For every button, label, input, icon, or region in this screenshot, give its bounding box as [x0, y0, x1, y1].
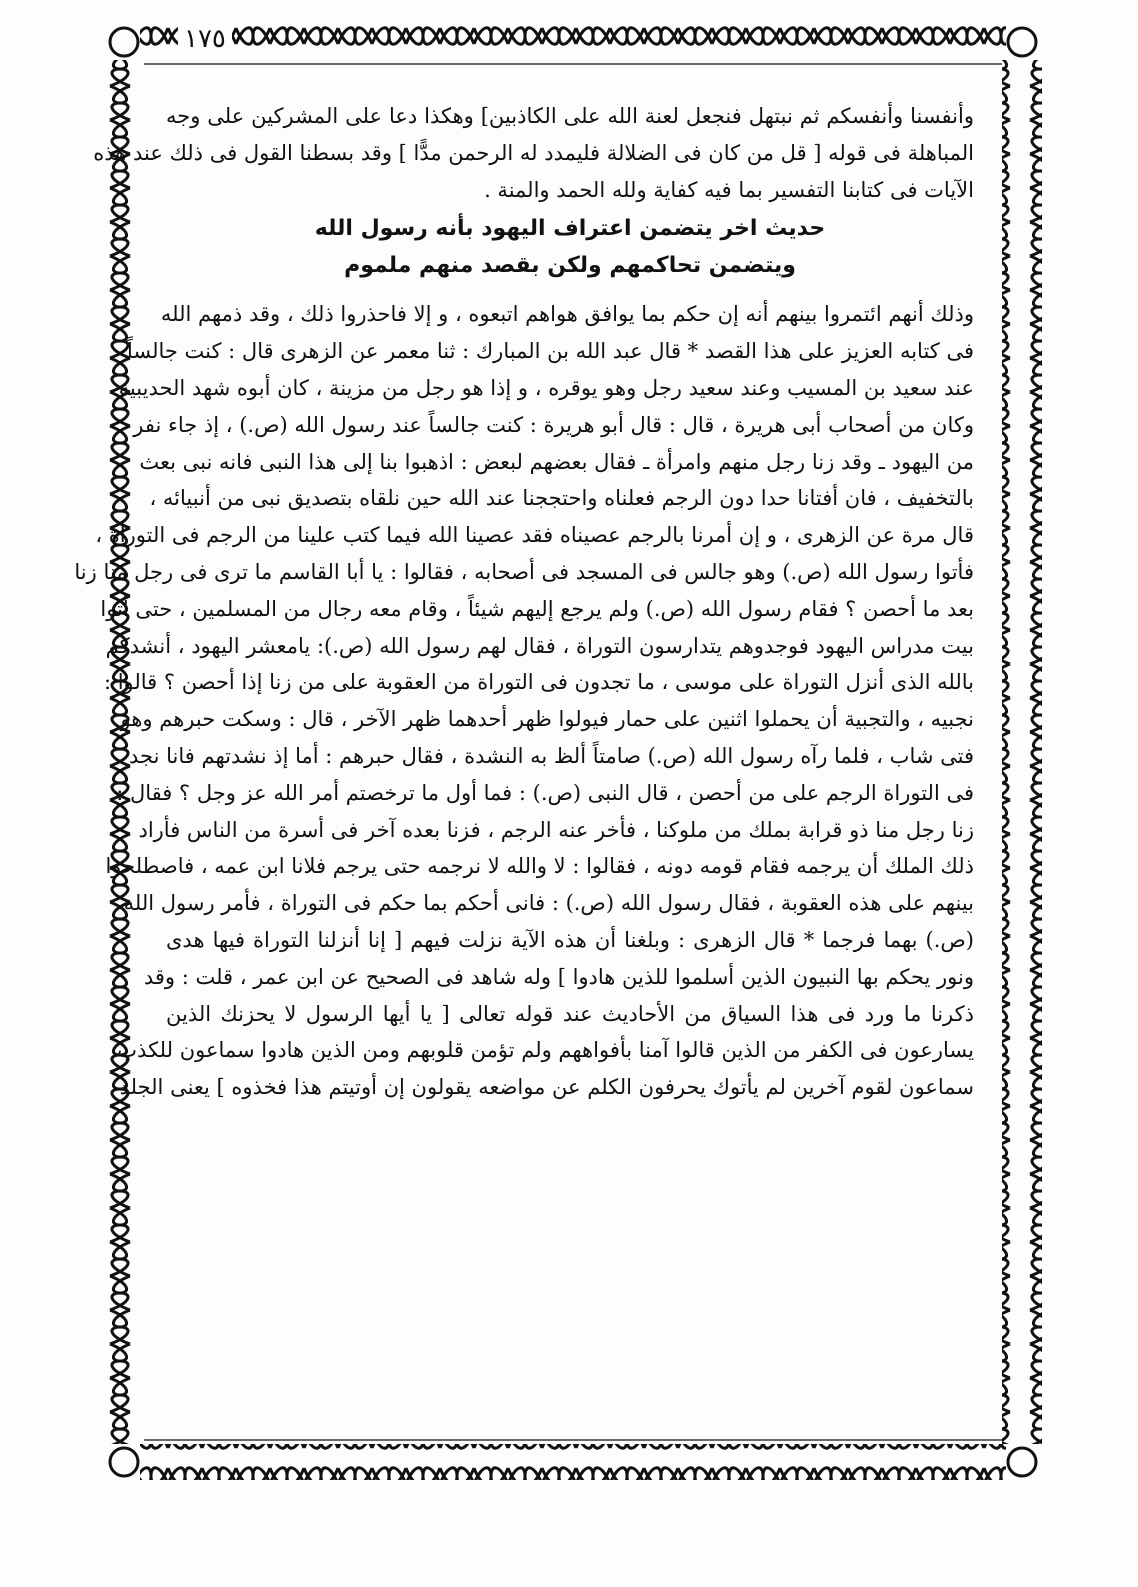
body-line: بيت مدراس اليهود فوجدوهم يتدارسون التوراة ، فقال لهم رسول الله (ص.): يامعشر اليهود ، أنشدكم [105, 633, 974, 658]
section-heading-line-1: حديث اخر يتضمن اعتراف اليهود بأنه رسول الله [314, 216, 826, 242]
intro-line: وأنفسنا وأنفسكم ثم نبتهل فنجعل لعنة الله على الكاذبين] وهكذا دعا على المشركين على وجه [166, 104, 974, 128]
body-line: بعد ما أحصن ؟ فقام رسول الله (ص.) ولم يرجع إليهم شيئاً ، وقام معه رجال من المسلمين ، حتى أتوا [100, 596, 974, 621]
body-line: من اليهود ـ وقد زنا رجل منهم وامرأة ـ فقال بعضهم لبعض : اذهبوا بنا إلى هذا النبى فانه نبى بعث [139, 449, 974, 474]
body-line: عند سعيد بن المسيب وعند سعيد رجل وهو يوقره ، و إذا هو رجل من مزينة ، كان أبوه شهد الحديبية [118, 375, 974, 400]
body-line: يسارعون فى الكفر من الذين قالوا آمنا بأفواههم ولم تؤمن قلوبهم ومن الذين هادوا سماعون للكذب [117, 1038, 974, 1063]
body-line: وكان من أصحاب أبى هريرة ، قال : قال أبو هريرة : كنت جالساً عند رسول الله (ص.) ، إذ جاء نفر [133, 412, 974, 437]
body-line: قال مرة عن الزهرى ، و إن أمرنا بالرجم عصيناه فقد عصينا الله فيما كتب علينا من الرجم فى التوراة ، [95, 523, 974, 548]
body-line: ذكرنا ما ورد فى هذا السياق من الأحاديث عند قوله تعالى [ يا أيها الرسول لا يحزنك الذين [166, 1001, 974, 1026]
body-line: فأتوا رسول الله (ص.) وهو جالس فى المسجد فى أصحابه ، فقالوا : يا أبا القاسم ما ترى فى رجل منا زنا [74, 559, 974, 584]
body-line: فتى شاب ، فلما رآه رسول الله (ص.) صامتاً ألظ به النشدة ، فقال حبرهم : أما إذ نشدتهم فانا نجد [129, 743, 974, 768]
body-line: بالتخفيف ، فان أفتانا حدا دون الرجم فعلناه واحتججنا عند الله حين نلقاه بتصديق نبى من أنبيائه ، [149, 486, 974, 511]
page-text [74, 98, 974, 1106]
intro-line: الآيات فى كتابنا التفسير بما فيه كفاية ولله الحمد والمنة . [484, 177, 974, 202]
section-heading-line-2: ويتضمن تحاكمهم ولكن بقصد منهم ملموم [344, 253, 796, 279]
body-line: بالله الذى أنزل التوراة على موسى ، ما تجدون فى التوراة من العقوبة على من زنا إذا أحصن ؟ قالوا : [103, 670, 974, 695]
body-line: سماعون لقوم آخرين لم يأتوك يحرفون الكلم عن مواضعه يقولون إن أوتيتم هذا فخذوه ] يعنى الجلد [119, 1075, 974, 1100]
body-line: نجبيه ، والتجبية أن يحملوا اثنين على حمار فيولوا ظهر أحدهما ظهر الآخر ، قال : وسكت حبرهم وهو [120, 707, 974, 732]
body-line: زنا رجل منا ذو قرابة بملك من ملوكنا ، فأخر عنه الرجم ، فزنا بعده آخر فى أسرة من الناس فأراد [138, 817, 974, 842]
body-line: فى التوراة الرجم على من أحصن ، قال النبى (ص.) : فما أول ما ترخصتم أمر الله عز وجل ؟ فقال : [116, 780, 974, 805]
body-line: فى كتابه العزيز على هذا القصد * قال عبد الله بن المبارك : ثنا معمر عن الزهرى قال : كنت جالساً [126, 339, 974, 364]
body-line: بينهم على هذه العقوبة ، فقال رسول الله (ص.) : فانى أحكم بما حكم فى التوراة ، فأمر رسول الله [123, 891, 974, 916]
intro-line: المباهلة فى قوله [ قل من كان فى الضلالة فليمدد له الرحمن مدًّا ] وقد بسطنا القول فى ذلك عند هذه [93, 140, 974, 165]
body-line: ونور يحكم بها النبيون الذين أسلموا للذين هادوا ] وله شاهد فى الصحيح عن ابن عمر ، قلت : وقد [143, 964, 974, 989]
page-number: ١٧٥ [178, 24, 232, 54]
body-line: وذلك أنهم ائتمروا بينهم أنه إن حكم بما يوافق هواهم اتبعوه ، و إلا فاحذروا ذلك ، وقد ذمهم الله [160, 302, 974, 327]
body-line: (ص.) بهما فرجما * قال الزهرى : وبلغنا أن هذه الآية نزلت فيهم [ إنا أنزلنا التوراة فيها هدى [166, 927, 974, 952]
body-line: ذلك الملك أن يرجمه فقام قومه دونه ، فقالوا : لا والله لا نرجمه حتى يرجم فلانا ابن عمه ، فاصطلحوا [105, 854, 974, 879]
